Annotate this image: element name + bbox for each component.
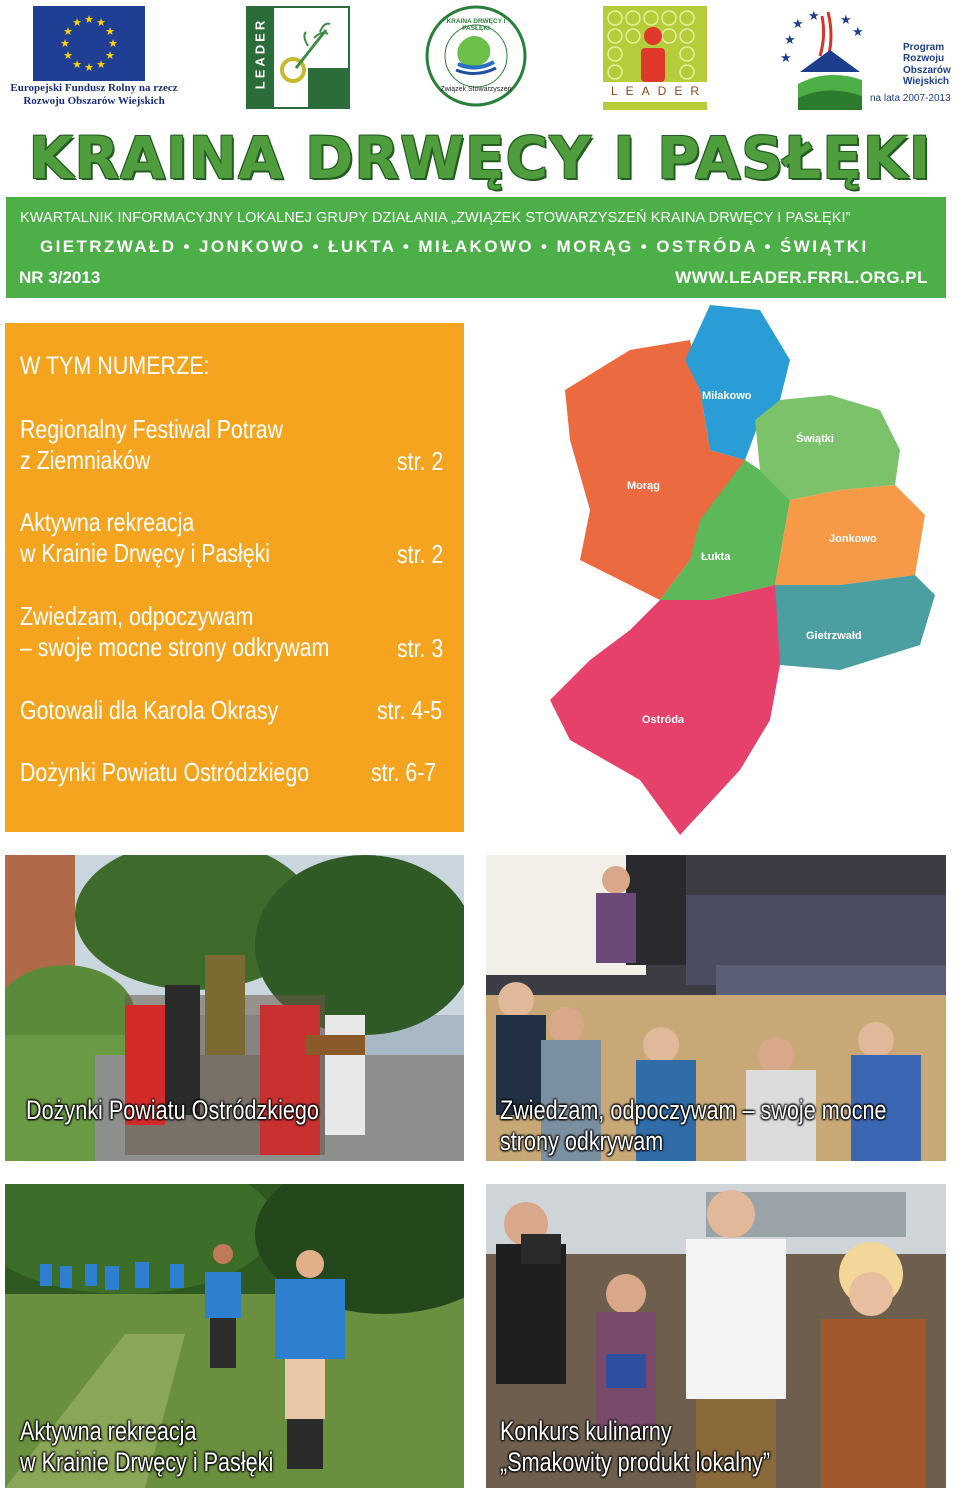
toc-item-title[interactable] [20,507,270,569]
leader-letter: R [690,84,699,98]
photo-caption-line: „Smakowity produkt lokalny” [500,1447,771,1477]
map-label-lukta: Łukta [701,551,731,563]
website-url[interactable]: WWW.LEADER.FRRL.ORG.PL [675,268,928,287]
svg-text:★: ★ [840,13,852,28]
photo-caption [26,1095,319,1126]
svg-text:★: ★ [808,9,820,24]
photo-caption [500,1416,770,1478]
photo-caption-line: Zwiedzam, odpoczywam – swoje mocne [500,1095,887,1125]
map-region-ostroda [550,585,780,835]
map-region-gietrzwald [770,575,935,670]
toc-page-number: str. 4-5 [377,695,443,725]
toc-item-line: Regionalny Festiwal Potraw [20,414,284,444]
toc-page-number: str. 3 [397,633,444,663]
prow-line: Program [903,42,945,53]
eu-caption-line1: Europejski Fundusz Rolny na rzecz [10,82,178,94]
leader-letter: A [641,84,650,98]
photo-caption-line: w Krainie Drwęcy i Pasłęki [20,1447,274,1477]
svg-text:★: ★ [96,16,106,29]
svg-text:★: ★ [84,61,94,74]
photo-caption-line: Aktywna rekreacja [20,1416,197,1446]
prow-program-text [903,42,951,88]
toc-page-number: str. 6-7 [371,757,437,787]
map-label-gietrzwald: Gietrzwałd [806,630,862,642]
leader-logo-text: LEADER [252,17,268,90]
map-label-jonkowo: Jonkowo [829,533,877,545]
prow-logo [778,6,870,110]
prow-emblem-icon [778,6,870,110]
toc-box [5,323,464,832]
prow-line: Obszarów [903,64,951,76]
svg-text:★: ★ [84,13,94,26]
map-label-morag: Morąg [627,480,660,492]
svg-text:★: ★ [108,37,118,50]
toc-item-line: w Krainie Drwęcy i Pasłęki [20,538,270,568]
toc-item-line: – swoje mocne strony odkrywam [20,632,330,662]
leader-logo [246,6,350,109]
svg-text:★: ★ [60,37,70,50]
association-top-text: KRAINA DRWĘCY I PASŁĘKI [446,18,506,32]
toc-item-title[interactable] [20,757,309,788]
leader-dots-letters [607,84,703,98]
photo-caption-line: strony odkrywam [500,1126,664,1156]
municipalities-list: GIETRZWAŁD • JONKOWO • ŁUKTA • MIŁAKOWO • MORĄG • OSTRÓDA • ŚWIĄTKI [40,237,869,256]
svg-text:★: ★ [780,51,792,66]
prow-line: Rozwoju [903,53,945,65]
prow-years: na lata 2007-2013 [870,93,951,104]
svg-text:★: ★ [784,33,796,48]
toc-item-line: Zwiedzam, odpoczywam [20,601,254,631]
svg-text:★: ★ [63,25,73,38]
toc-item-line: Gotowali dla Karola Okrasy [20,695,279,725]
eu-flag-logo [33,6,145,81]
leader-letter: E [625,84,634,98]
leader-letter: E [674,84,683,98]
toc-item-line: z Ziemniaków [20,445,151,475]
svg-text:★: ★ [96,58,106,71]
leader-letter: L [610,84,618,98]
svg-text:★: ★ [72,58,82,71]
eu-caption-line2: Rozwoju Obszarów Wiejskich [23,95,165,107]
toc-item-line: Aktywna rekreacja [20,507,195,537]
leader-letter: D [657,84,667,98]
toc-item-title[interactable] [20,601,329,663]
toc-heading: W TYM NUMERZE: [20,352,210,380]
issue-number: NR 3/2013 [19,268,101,287]
photo-caption [20,1416,273,1478]
leader-dots-logo [603,6,707,110]
map-label-swiatki: Świątki [796,433,834,445]
eu-stars-icon [33,6,145,81]
svg-text:★: ★ [72,16,82,29]
toc-item-title[interactable] [20,414,283,476]
svg-text:★: ★ [63,49,73,62]
association-logo [424,4,528,108]
svg-text:★: ★ [852,25,864,40]
magazine-subtitle: KWARTALNIK INFORMACYJNY LOKALNEJ GRUPY DZIAŁANIA „ZWIĄZEK STOWARZYSZEŃ KRAINA DRWĘCY I PASŁĘKI” [20,210,851,226]
region-map-svg [540,300,960,840]
region-map [540,300,960,840]
svg-text:★: ★ [792,17,804,32]
eu-fund-caption [4,82,184,108]
photo-caption-line: Konkurs kulinarny [500,1416,672,1446]
toc-page-number: str. 2 [397,539,444,569]
map-label-ostroda: Ostróda [642,714,685,726]
svg-text:★: ★ [105,49,115,62]
association-bottom-text: Związek Stowarzyszeń [440,86,512,93]
prow-line: Wiejskich [903,76,950,88]
photo-caption-line: Dożynki Powiatu Ostródzkiego [26,1095,319,1125]
toc-item-title[interactable] [20,695,278,726]
magazine-title: KRAINA DRWĘCY I PASŁĘKI [28,124,932,192]
toc-page-number: str. 2 [397,446,444,476]
toc-item-line: Dożynki Powiatu Ostródzkiego [20,757,310,787]
map-region-swiatki [755,395,900,500]
map-label-milakowo: Miłakowo [702,390,752,402]
photo-caption [500,1095,887,1157]
svg-text:★: ★ [105,25,115,38]
